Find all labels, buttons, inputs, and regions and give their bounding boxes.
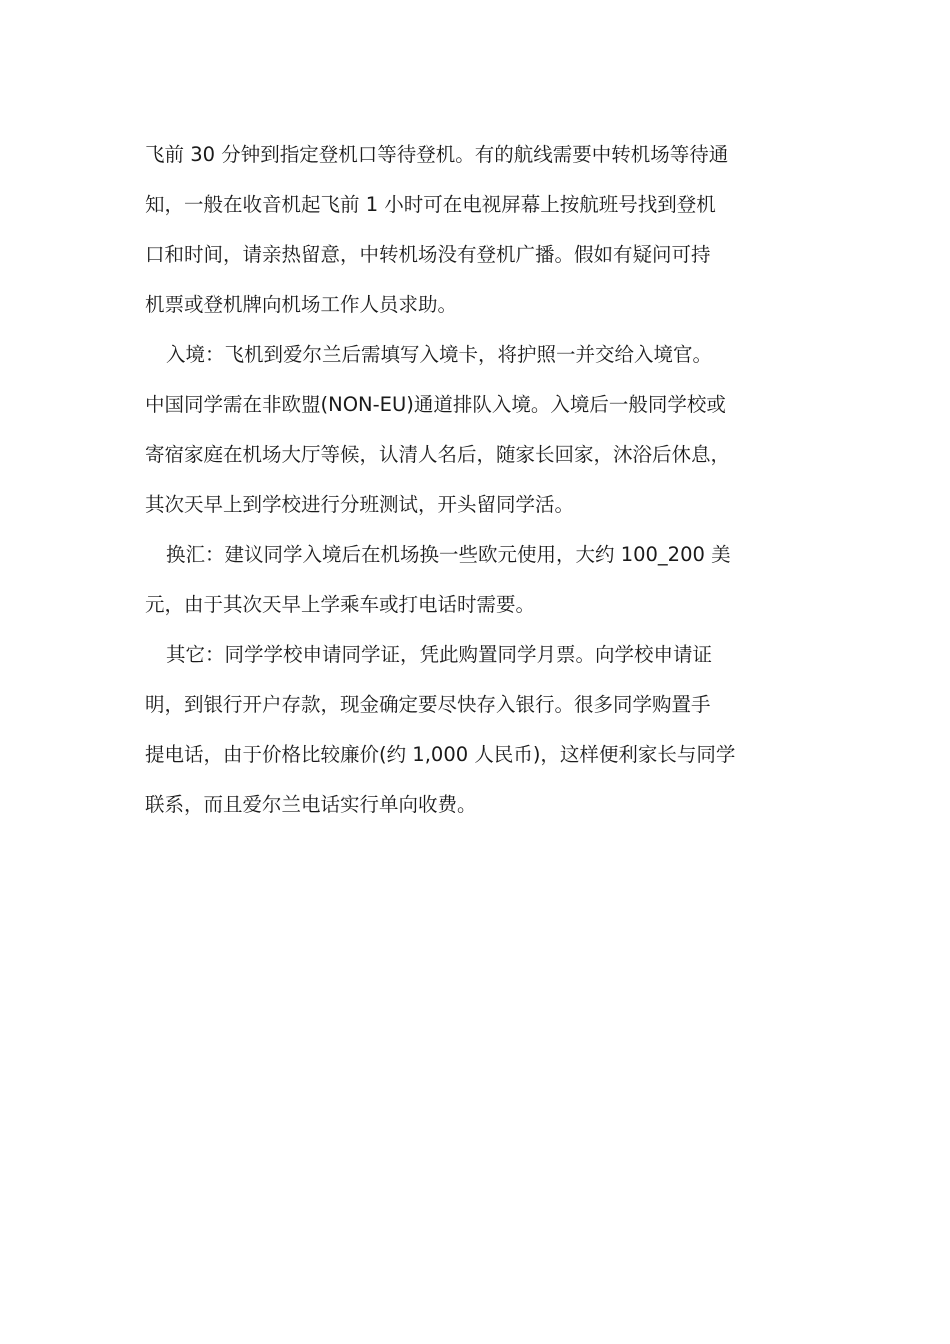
text-line: 元，由于其次天早上学乘车或打电话时需要。 bbox=[145, 593, 536, 616]
text-line: 其它：同学学校申请同学证，凭此购置同学月票。向学校申请证 bbox=[166, 643, 713, 666]
document-body bbox=[145, 130, 825, 830]
text-line: 联系，而且爱尔兰电话实行单向收费。 bbox=[145, 793, 477, 816]
text-line: 入境：飞机到爱尔兰后需填写入境卡，将护照一并交给入境官。 bbox=[166, 343, 713, 366]
text-line: 其次天早上到学校进行分班测试，开头留同学活。 bbox=[145, 493, 575, 516]
paragraph-other bbox=[145, 630, 825, 830]
text-line: 口和时间，请亲热留意，中转机场没有登机广播。假如有疑问可持 bbox=[145, 243, 711, 266]
text-line: 知，一般在收音机起飞前 1 小时可在电视屏幕上按航班号找到登机 bbox=[145, 193, 716, 216]
text-line: 寄宿家庭在机场大厅等候，认清人名后，随家长回家，沐浴后休息， bbox=[145, 443, 731, 466]
paragraph-entry bbox=[145, 330, 825, 530]
paragraph-exchange bbox=[145, 530, 825, 630]
text-line: 提电话，由于价格比较廉价(约 1,000 人民币)，这样便利家长与同学 bbox=[145, 743, 736, 766]
text-line: 飞前 30 分钟到指定登机口等待登机。有的航线需要中转机场等待通 bbox=[145, 143, 729, 166]
paragraph-boarding bbox=[145, 130, 825, 330]
text-line: 中国同学需在非欧盟(NON-EU)通道排队入境。入境后一般同学校或 bbox=[145, 393, 726, 416]
text-line: 换汇：建议同学入境后在机场换一些欧元使用，大约 100_200 美 bbox=[166, 543, 731, 566]
text-line: 明，到银行开户存款，现金确定要尽快存入银行。很多同学购置手 bbox=[145, 693, 711, 716]
text-line: 机票或登机牌向机场工作人员求助。 bbox=[145, 293, 458, 316]
